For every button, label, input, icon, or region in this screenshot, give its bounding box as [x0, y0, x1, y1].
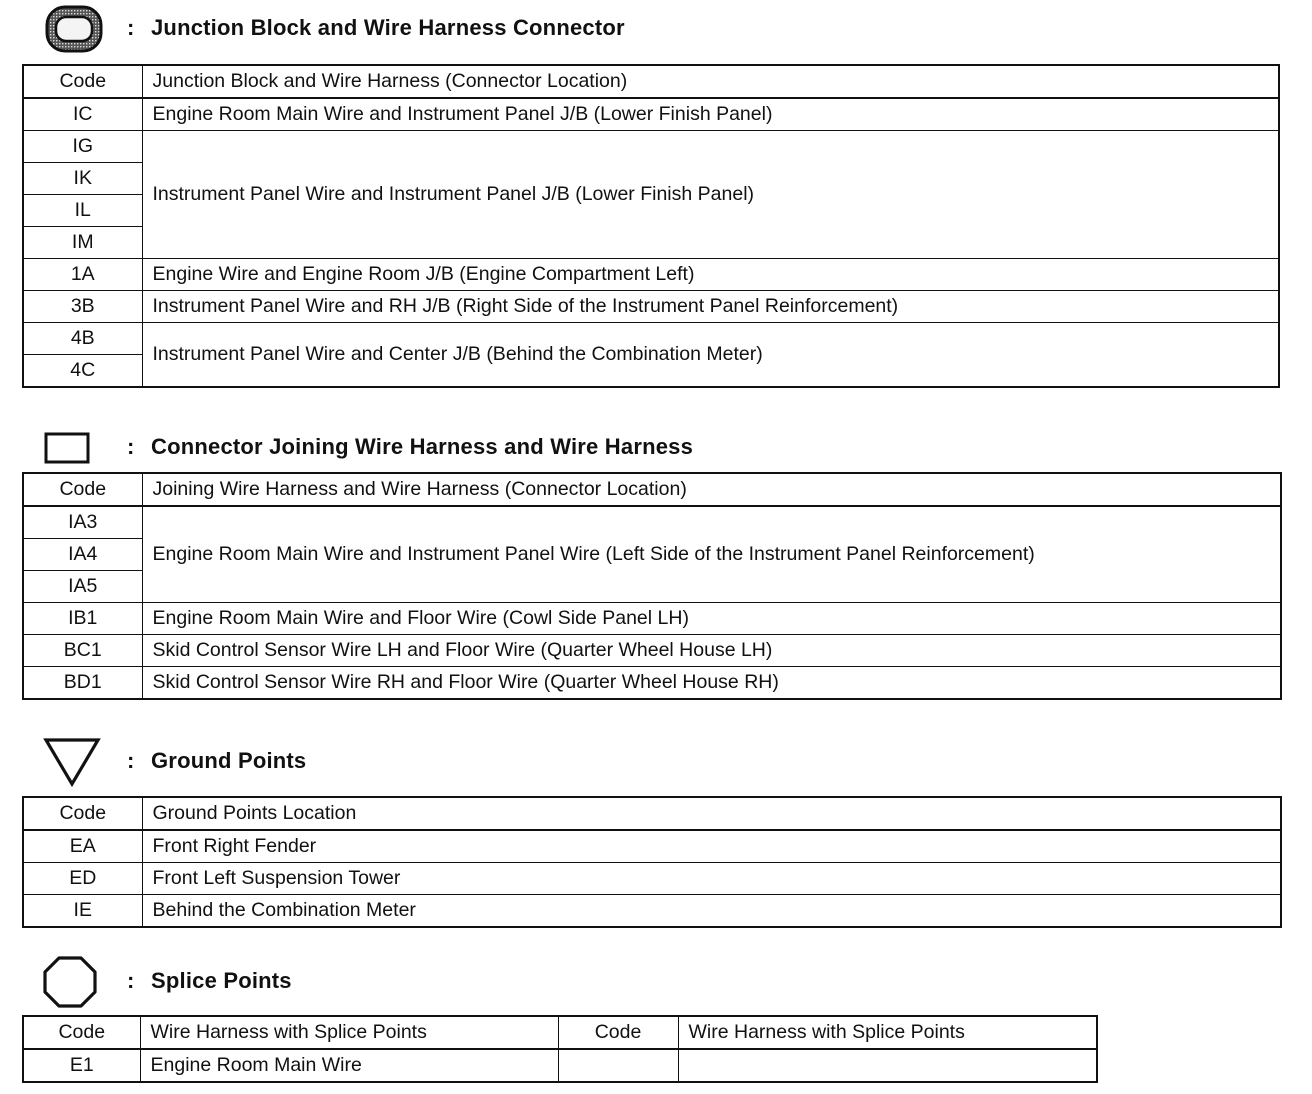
table-row [23, 259, 1279, 291]
section-colon: : [127, 968, 135, 993]
table-row [23, 131, 1279, 163]
code-cell: IA4 [23, 539, 142, 571]
junction-block-connector-icon [44, 4, 108, 60]
ground-table [22, 796, 1282, 928]
section-title: Splice Points [151, 968, 292, 993]
code-cell: IM [23, 227, 142, 259]
code-cell: EA [23, 830, 142, 863]
table-row [23, 863, 1281, 895]
desc-header: Joining Wire Harness and Wire Harness (Connector Location) [142, 473, 1281, 506]
desc-header: Ground Points Location [142, 797, 1281, 830]
desc-cell: Front Left Suspension Tower [142, 863, 1281, 895]
octagon-splice-icon [40, 954, 104, 1010]
code-cell: 3B [23, 291, 142, 323]
code-cell: IA5 [23, 571, 142, 603]
desc-cell: Front Right Fender [142, 830, 1281, 863]
desc-header: Junction Block and Wire Harness (Connector Location) [142, 65, 1279, 98]
code-header: Code [558, 1016, 678, 1049]
section-title: Connector Joining Wire Harness and Wire Harness [151, 434, 694, 459]
table-row [23, 635, 1281, 667]
splice-table [22, 1015, 1098, 1083]
desc-cell: Skid Control Sensor Wire RH and Floor Wire (Quarter Wheel House RH) [142, 667, 1281, 700]
table-row [23, 506, 1281, 539]
desc-header: Wire Harness with Splice Points [678, 1016, 1097, 1049]
table-row [23, 895, 1281, 928]
code-cell: IC [23, 98, 142, 131]
code-cell: IL [23, 195, 142, 227]
table-row [23, 98, 1279, 131]
code-cell: IK [23, 163, 142, 195]
code-cell: ED [23, 863, 142, 895]
desc-cell: Engine Room Main Wire and Floor Wire (Cowl Side Panel LH) [142, 603, 1281, 635]
section-colon: : [127, 748, 135, 773]
code-header: Code [23, 1016, 140, 1049]
desc-cell: Skid Control Sensor Wire LH and Floor Wire (Quarter Wheel House LH) [142, 635, 1281, 667]
desc-cell: Behind the Combination Meter [142, 895, 1281, 928]
code-cell: BC1 [23, 635, 142, 667]
code-cell: IG [23, 131, 142, 163]
code-cell: 1A [23, 259, 142, 291]
desc-cell [678, 1049, 1097, 1082]
table-row [23, 603, 1281, 635]
code-cell: BD1 [23, 667, 142, 700]
desc-cell: Engine Room Main Wire and Instrument Panel J/B (Lower Finish Panel) [142, 98, 1279, 131]
table-row [23, 323, 1279, 355]
table-row [23, 291, 1279, 323]
desc-cell: Engine Room Main Wire and Instrument Panel Wire (Left Side of the Instrument Panel Reinforcement) [142, 506, 1281, 603]
triangle-ground-icon [42, 736, 106, 792]
desc-cell: Instrument Panel Wire and Center J/B (Behind the Combination Meter) [142, 323, 1279, 388]
desc-cell: Engine Room Main Wire [140, 1049, 558, 1082]
joining-section-heading [0, 422, 1312, 462]
junction-table [22, 64, 1280, 388]
section-title: Junction Block and Wire Harness Connector [151, 15, 625, 40]
joining-table [22, 472, 1282, 700]
code-header: Code [23, 797, 142, 830]
code-cell: E1 [23, 1049, 140, 1082]
junction-section-heading [0, 0, 1312, 40]
code-cell: 4B [23, 323, 142, 355]
section-colon: : [127, 15, 135, 40]
code-cell: IB1 [23, 603, 142, 635]
section-colon: : [127, 434, 135, 459]
table-row [23, 667, 1281, 700]
ground-section-heading [0, 734, 1312, 774]
code-header: Code [23, 65, 142, 98]
desc-cell: Instrument Panel Wire and RH J/B (Right Side of the Instrument Panel Reinforcement) [142, 291, 1279, 323]
desc-cell: Engine Wire and Engine Room J/B (Engine Compartment Left) [142, 259, 1279, 291]
code-cell: IA3 [23, 506, 142, 539]
code-cell [558, 1049, 678, 1082]
table-row [23, 830, 1281, 863]
code-cell: 4C [23, 355, 142, 388]
code-header: Code [23, 473, 142, 506]
code-cell: IE [23, 895, 142, 928]
splice-section-heading [0, 952, 1312, 992]
desc-header: Wire Harness with Splice Points [140, 1016, 558, 1049]
table-row [23, 1049, 1097, 1082]
section-title: Ground Points [151, 748, 307, 773]
desc-cell: Instrument Panel Wire and Instrument Panel J/B (Lower Finish Panel) [142, 131, 1279, 259]
